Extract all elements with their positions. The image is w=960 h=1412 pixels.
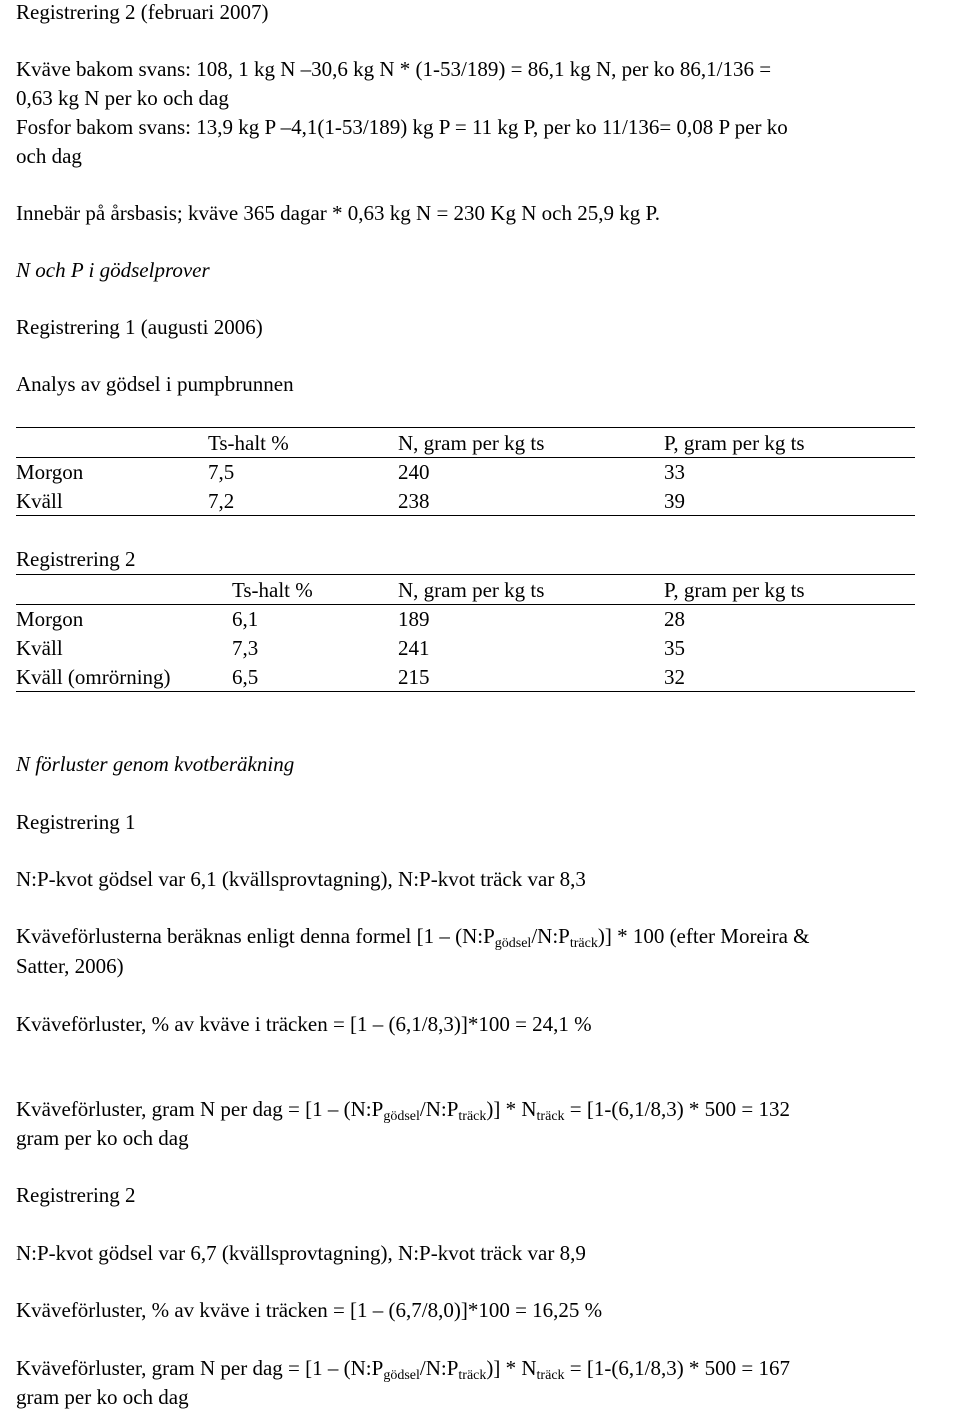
header-n: N, gram per kg ts: [398, 578, 545, 602]
table-bottom-rule: [16, 515, 915, 516]
header-p: P, gram per kg ts: [664, 431, 805, 455]
kvave-calculation-line-2: 0,63 kg N per ko och dag: [16, 86, 229, 110]
cell-p: 35: [664, 636, 685, 660]
cell-ts-halt: 6,5: [232, 665, 259, 689]
section-heading-registrering-2: Registrering 2 (februari 2007): [16, 0, 269, 24]
kvave-calculation-line-1: Kväve bakom svans: 108, 1 kg N –30,6 kg N * (1-53/189) = 86,1 kg N, per ko 86,1/136 =: [16, 57, 772, 81]
np-kvot-line-2: N:P-kvot gödsel var 6,7 (kvällsprovtagning), N:P-kvot träck var 8,9: [16, 1241, 586, 1265]
gram-sub-godsel: gödsel: [383, 1109, 420, 1124]
row-label: Kväll: [16, 636, 63, 660]
gram-text-b: /N:P: [419, 1356, 459, 1380]
row-label: Morgon: [16, 607, 84, 631]
gram-text-d: = [1-(6,1/8,3) * 500 = 132: [564, 1097, 791, 1121]
cell-ts-halt: 6,1: [232, 607, 259, 631]
formula-text-b: /N:P: [531, 924, 570, 948]
cell-p: 33: [664, 460, 685, 484]
gram-text-c: )] * N: [486, 1097, 537, 1121]
gram-loss-line-1b: gram per ko och dag: [16, 1126, 189, 1150]
gram-text-a: Kväveförluster, gram N per dag = [1 – (N:P: [16, 1356, 384, 1380]
table-header-rule: [16, 604, 915, 605]
formula-line-2: Satter, 2006): [16, 954, 124, 978]
gram-sub-track: träck: [458, 1368, 487, 1383]
np-heading: N och P i gödselprover: [16, 258, 210, 282]
gram-sub-track: träck: [458, 1109, 487, 1124]
gram-sub-n-track: träck: [536, 1109, 565, 1124]
table-title: Registrering 2: [16, 547, 136, 571]
gram-text-a: Kväveförluster, gram N per dag = [1 – (N:P: [16, 1097, 384, 1121]
table-header-rule: [16, 457, 915, 458]
cell-n: 240: [398, 460, 430, 484]
registrering-1-heading: Registrering 1 (augusti 2006): [16, 315, 263, 339]
header-p: P, gram per kg ts: [664, 578, 805, 602]
row-label: Kväll (omrörning): [16, 665, 171, 689]
gram-text-c: )] * N: [486, 1356, 537, 1380]
annual-basis-text: Innebär på årsbasis; kväve 365 dagar * 0,63 kg N = 230 Kg N och 25,9 kg P.: [16, 201, 661, 225]
header-ts-halt: Ts-halt %: [232, 578, 313, 602]
gram-loss-line-2b: gram per ko och dag: [16, 1385, 189, 1409]
cell-n: 215: [398, 665, 430, 689]
cell-ts-halt: 7,5: [208, 460, 235, 484]
formula-text-c: )] * 100 (efter Moreira &: [597, 924, 810, 948]
gram-loss-line-2a: [16, 1356, 791, 1383]
percent-loss-line-1: Kväveförluster, % av kväve i träcken = [1 – (6,1/8,3)]*100 = 24,1 %: [16, 1012, 592, 1036]
formula-text-a: Kväveförlusterna beräknas enligt denna formel [1 – (N:P: [16, 924, 495, 948]
header-ts-halt: Ts-halt %: [208, 431, 289, 455]
registrering-1-label: Registrering 1: [16, 810, 136, 834]
gram-loss-line-1a: [16, 1097, 791, 1124]
table-bottom-rule: [16, 691, 915, 692]
header-n: N, gram per kg ts: [398, 431, 545, 455]
cell-n: 189: [398, 607, 430, 631]
cell-p: 32: [664, 665, 685, 689]
formula-sub-godsel: gödsel: [494, 936, 532, 951]
row-label: Kväll: [16, 489, 63, 513]
percent-loss-line-2: Kväveförluster, % av kväve i träcken = [1 – (6,7/8,0)]*100 = 16,25 %: [16, 1298, 603, 1322]
gram-text-b: /N:P: [419, 1097, 459, 1121]
formula-line-1: [16, 924, 810, 951]
table-top-rule: [16, 574, 915, 575]
registrering-2-label: Registrering 2: [16, 1183, 136, 1207]
analys-text: Analys av gödsel i pumpbrunnen: [16, 372, 294, 396]
cell-n: 241: [398, 636, 430, 660]
np-kvot-line-1: N:P-kvot gödsel var 6,1 (kvällsprovtagning), N:P-kvot träck var 8,3: [16, 867, 586, 891]
n-forluster-heading: N förluster genom kvotberäkning: [16, 752, 295, 776]
fosfor-calculation-line-2: och dag: [16, 144, 82, 168]
gram-text-d: = [1-(6,1/8,3) * 500 = 167: [564, 1356, 791, 1380]
gram-sub-n-track: träck: [536, 1368, 565, 1383]
cell-p: 28: [664, 607, 685, 631]
formula-sub-track: träck: [569, 936, 598, 951]
cell-p: 39: [664, 489, 685, 513]
cell-ts-halt: 7,2: [208, 489, 235, 513]
cell-ts-halt: 7,3: [232, 636, 259, 660]
row-label: Morgon: [16, 460, 84, 484]
table-top-rule: [16, 427, 915, 428]
gram-sub-godsel: gödsel: [383, 1368, 420, 1383]
fosfor-calculation-line-1: Fosfor bakom svans: 13,9 kg P –4,1(1-53/189) kg P = 11 kg P, per ko 11/136= 0,08 P per ko: [16, 115, 788, 139]
cell-n: 238: [398, 489, 430, 513]
